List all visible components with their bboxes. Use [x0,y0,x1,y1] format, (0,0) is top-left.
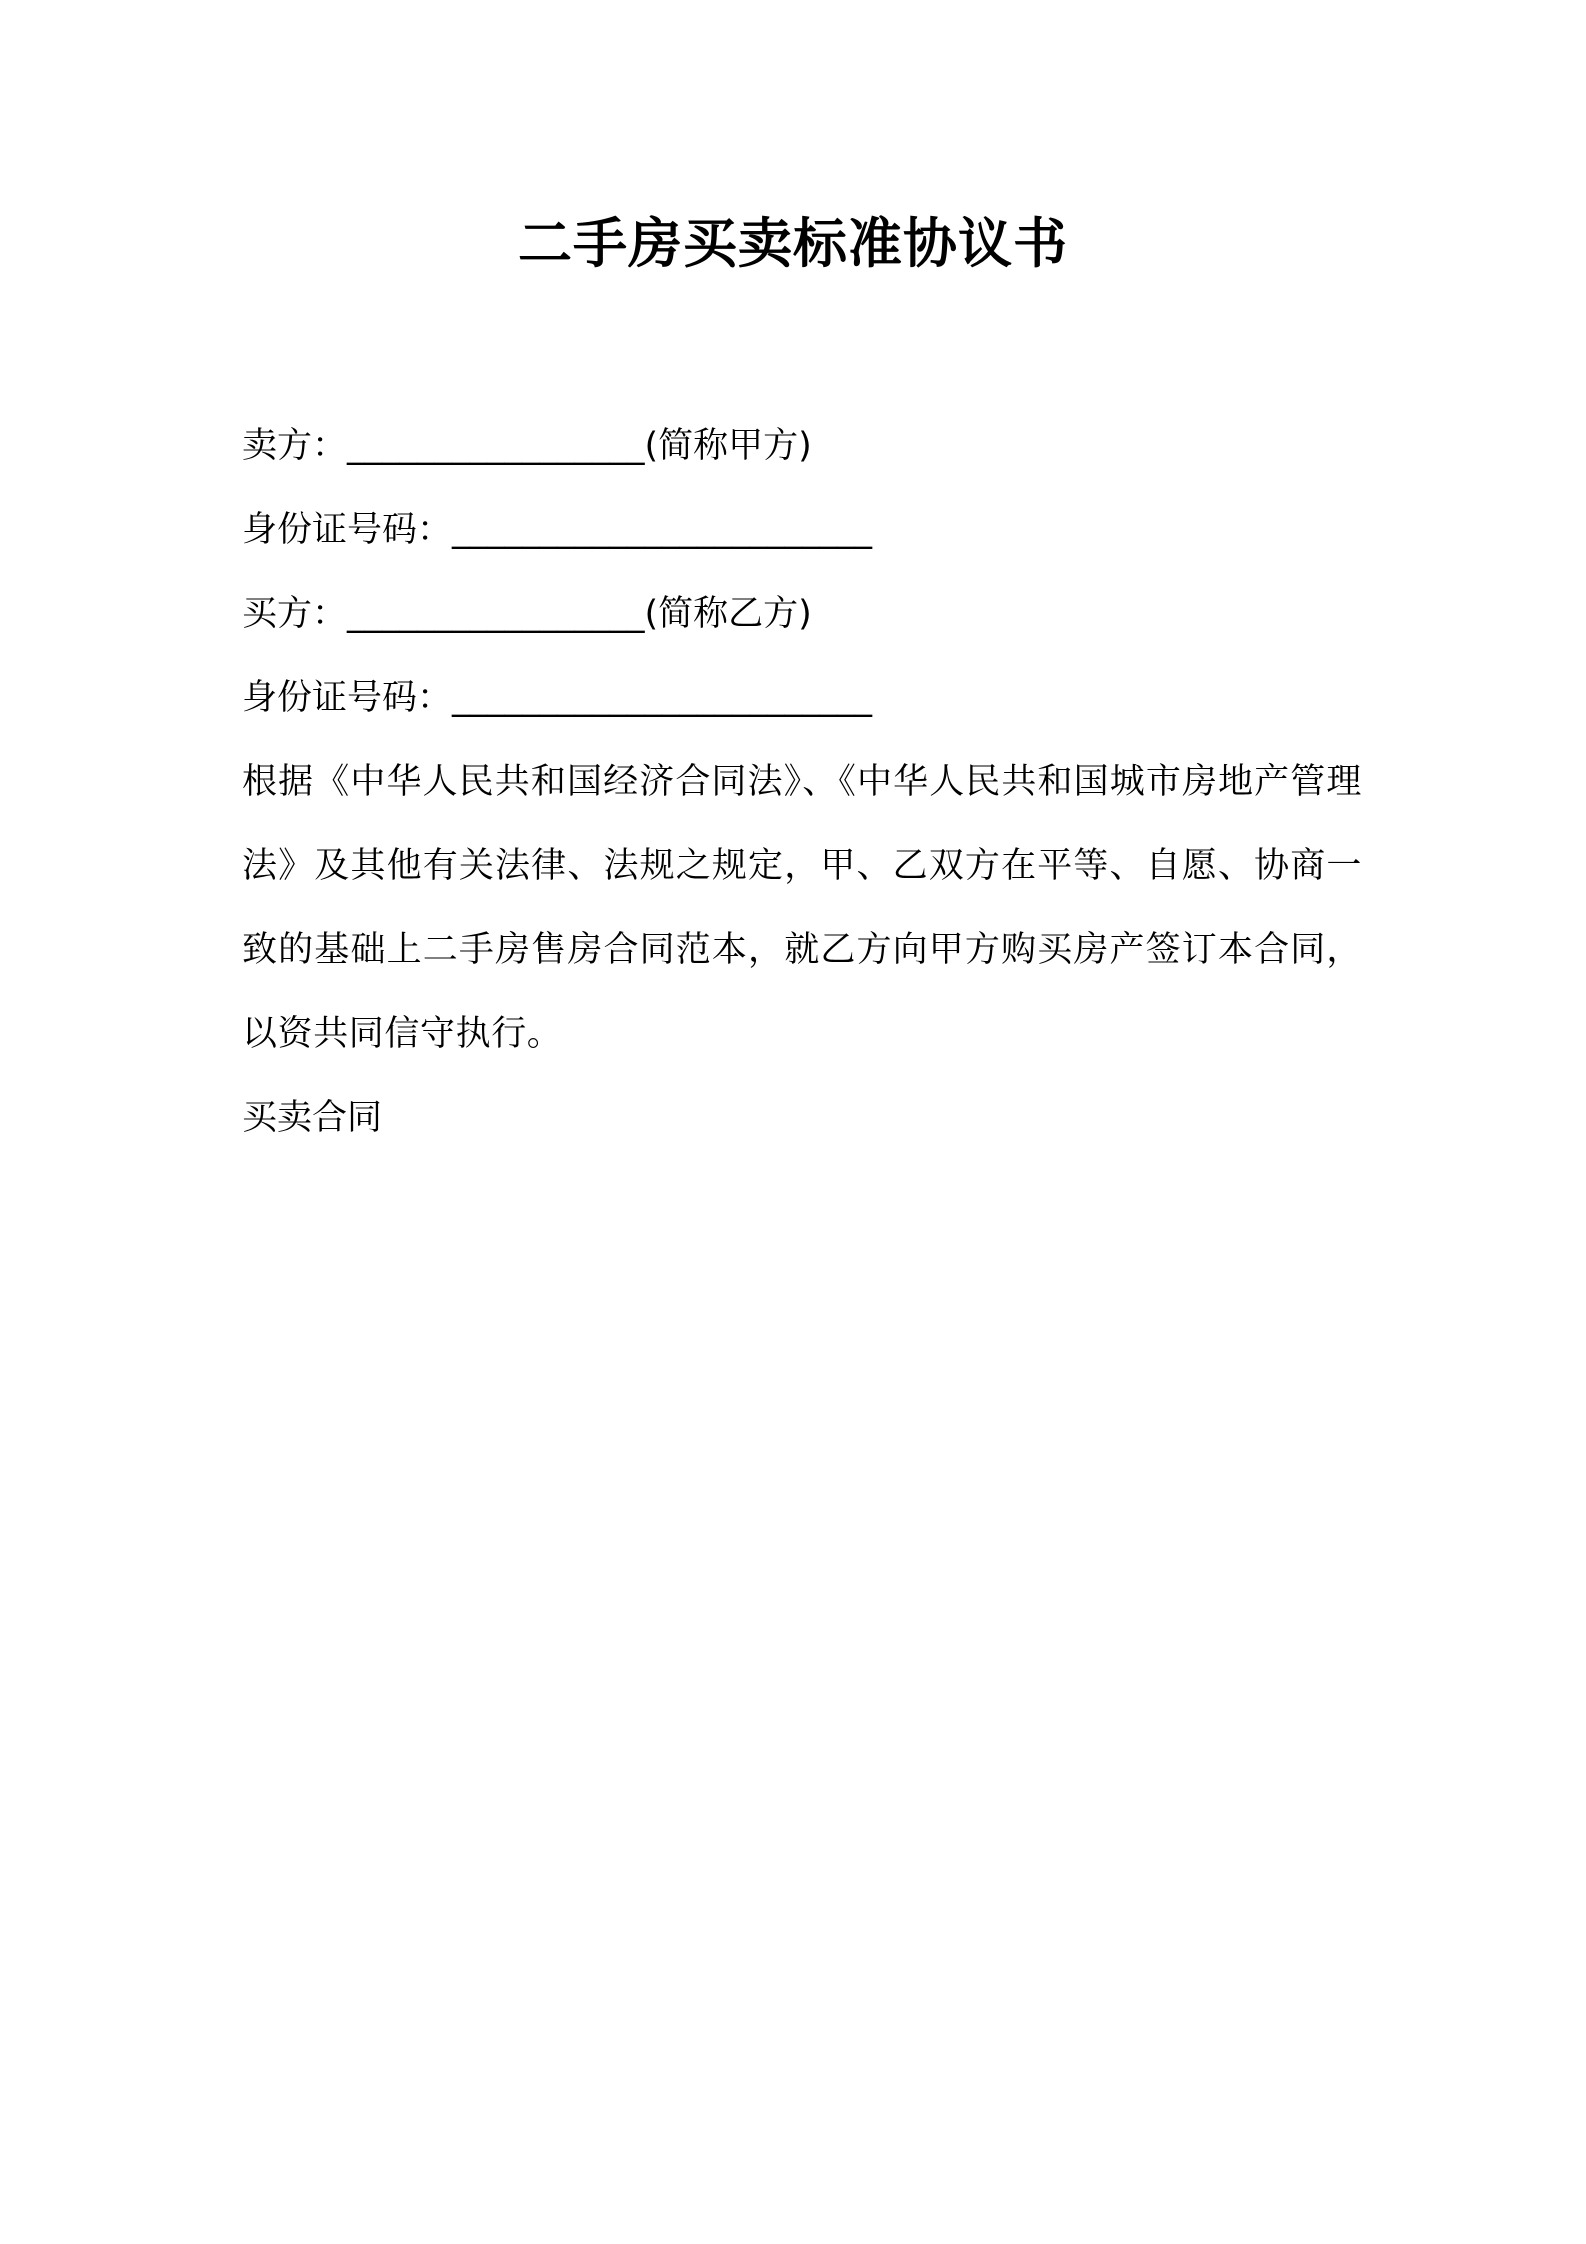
document-body [242,404,1362,1160]
buyer-line: 买方：_________________(简称乙方) [242,594,812,634]
document-title: 二手房买卖标准协议书 [518,212,1068,275]
section-heading: 买卖合同 [242,1098,383,1138]
seller-line: 卖方：_________________(简称甲方) [242,426,812,466]
seller-id-line: 身份证号码：________________________ [242,510,873,550]
intro-paragraph: 根据《中华人民共和国经济合同法》、《中华人民共和国城市房地产管理法》及其他有关法律、法规之规定，甲、乙双方在平等、自愿、协商一致的基础上二手房售房合同范本，就乙方向甲方购买房产签订本合同，以资共同信守执行。 [242,762,1362,1054]
buyer-id-line: 身份证号码：________________________ [242,678,873,718]
